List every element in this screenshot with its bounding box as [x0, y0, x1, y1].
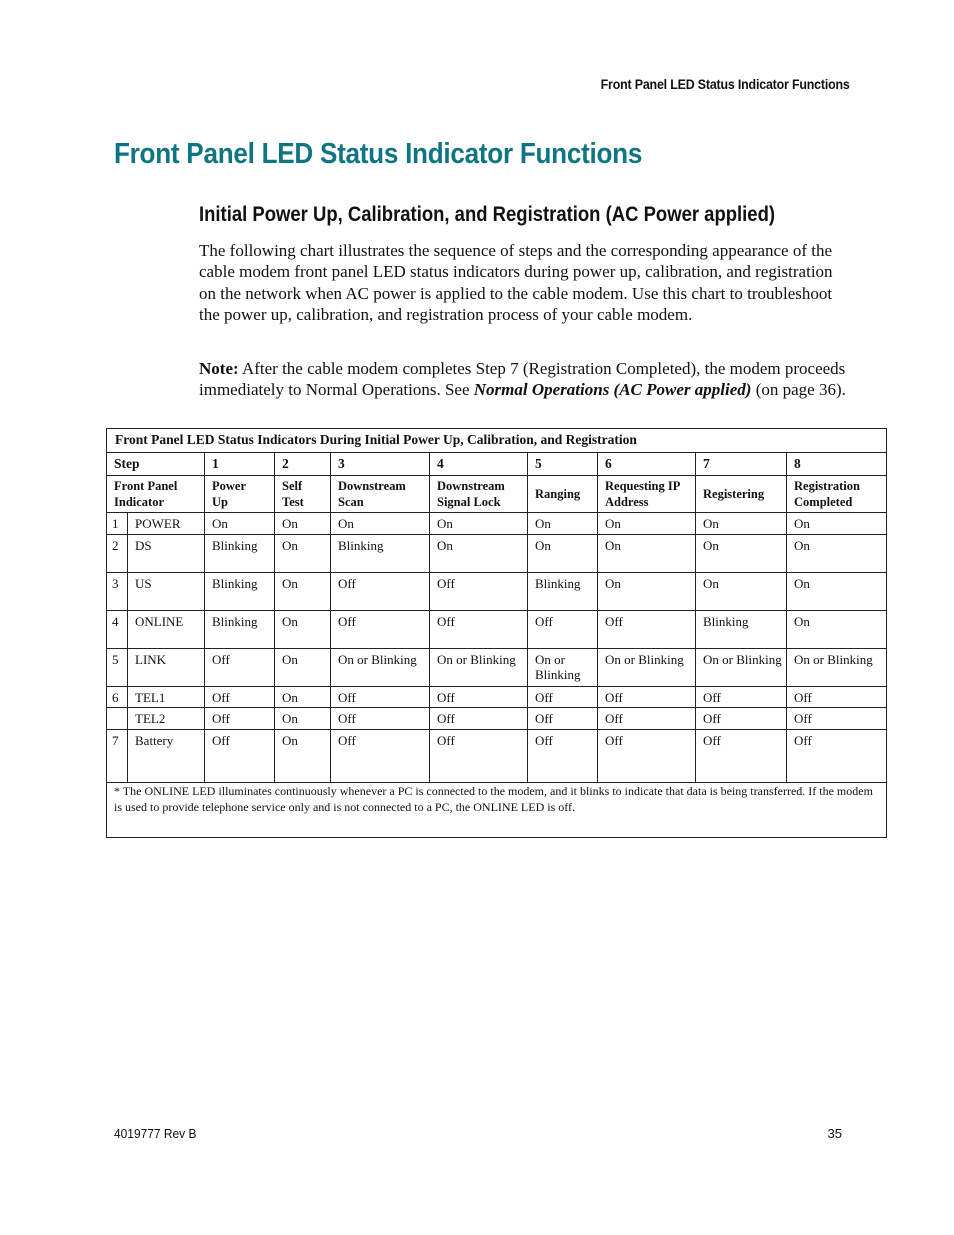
step-row	[107, 453, 887, 476]
led-state-cell: On	[275, 513, 331, 535]
table-row	[107, 686, 887, 708]
section-title: Initial Power Up, Calibration, and Registration (AC Power applied)	[199, 203, 776, 226]
header-line: Front Panel	[114, 479, 178, 493]
header-line: Test	[282, 494, 304, 509]
led-state-cell: On	[430, 513, 528, 535]
row-number: 3	[107, 572, 128, 610]
led-state-cell: On	[275, 534, 331, 572]
indicator-name: LINK	[128, 648, 205, 686]
indicator-name: ONLINE	[128, 610, 205, 648]
led-state-cell: Blinking	[528, 572, 598, 610]
header-line: Signal Lock	[437, 494, 501, 509]
led-state-cell: Off	[528, 708, 598, 730]
table-footnote: * The ONLINE LED illuminates continuously whenever a PC is connected to the modem, and it blinks to indicate that data is being transferred. If the modem is used to provide telephone service only and is not connected to a PC, the ONLINE LED is off.	[107, 782, 887, 837]
led-state-cell: Off	[787, 686, 887, 708]
led-state-cell: Off	[430, 729, 528, 782]
step-label: Step	[107, 453, 205, 476]
led-state-cell: On	[331, 513, 430, 535]
header-line: Address	[605, 494, 649, 509]
step-number: 7	[696, 453, 787, 476]
led-state-cell: Blinking	[331, 534, 430, 572]
led-state-cell: On	[275, 708, 331, 730]
led-state-cell: On or Blinking	[331, 648, 430, 686]
led-state-cell: Off	[787, 708, 887, 730]
header-line: Completed	[794, 494, 853, 509]
note-page-ref: (on page 36).	[751, 380, 846, 400]
indicator-name: TEL1	[128, 686, 205, 708]
header-line: Downstream	[437, 479, 505, 493]
led-state-cell: Off	[205, 686, 275, 708]
led-state-cell: Off	[430, 610, 528, 648]
led-state-cell: Off	[205, 729, 275, 782]
page-title: Front Panel LED Status Indicator Functions	[114, 138, 643, 170]
step-name-header	[598, 476, 696, 513]
led-state-cell: Off	[331, 729, 430, 782]
step-name-row	[107, 476, 887, 513]
led-state-cell: Off	[598, 708, 696, 730]
table-row	[107, 729, 887, 782]
led-state-cell: Off	[205, 708, 275, 730]
header-line: Downstream	[338, 479, 406, 493]
led-state-cell: Off	[696, 686, 787, 708]
table-row	[107, 708, 887, 730]
led-state-cell: On	[528, 534, 598, 572]
header-line: Ranging	[535, 486, 581, 501]
led-state-cell: Off	[430, 686, 528, 708]
header-line: Registering	[703, 486, 765, 501]
row-number: 5	[107, 648, 128, 686]
table-row	[107, 648, 887, 686]
led-state-cell: On	[205, 513, 275, 535]
led-state-cell: Off	[331, 708, 430, 730]
document-id: 4019777 Rev B	[114, 1126, 197, 1141]
step-number: 3	[331, 453, 430, 476]
note-text: After the cable modem completes Step 7 (Registration Completed), the modem proceeds immediately to Normal Operations. See	[199, 359, 846, 400]
page-number: 35	[827, 1126, 842, 1141]
header-line: Self	[282, 479, 303, 493]
led-state-cell: On or Blinking	[787, 648, 887, 686]
note-label: Note:	[199, 359, 239, 378]
led-state-cell: On	[275, 648, 331, 686]
led-state-cell: On or Blinking	[528, 648, 598, 686]
row-number: 7	[107, 729, 128, 782]
indicator-name: TEL2	[128, 708, 205, 730]
led-state-cell: On	[696, 534, 787, 572]
step-number: 6	[598, 453, 696, 476]
led-state-cell: Off	[331, 686, 430, 708]
led-state-cell: On	[696, 513, 787, 535]
step-number: 4	[430, 453, 528, 476]
step-number: 1	[205, 453, 275, 476]
led-state-cell: Off	[430, 572, 528, 610]
step-number: 8	[787, 453, 887, 476]
header-line: Requesting IP	[605, 479, 681, 493]
running-header: Front Panel LED Status Indicator Functions	[601, 77, 850, 92]
note-paragraph	[199, 358, 849, 401]
led-state-cell: Off	[430, 708, 528, 730]
led-state-cell: On	[598, 534, 696, 572]
led-state-cell: On or Blinking	[430, 648, 528, 686]
led-state-cell: On	[787, 513, 887, 535]
led-state-cell: Off	[696, 708, 787, 730]
table-row	[107, 513, 887, 535]
led-state-cell: On or Blinking	[696, 648, 787, 686]
led-state-cell: On	[275, 610, 331, 648]
table-row	[107, 534, 887, 572]
row-number: 2	[107, 534, 128, 572]
cross-reference-link[interactable]: Normal Operations (AC Power applied)	[473, 380, 752, 400]
step-name-header	[205, 476, 275, 513]
table-row	[107, 610, 887, 648]
row-number	[107, 708, 128, 730]
led-state-cell: On	[430, 534, 528, 572]
indicator-name: Battery	[128, 729, 205, 782]
led-state-cell: On	[787, 610, 887, 648]
header-line: Power	[212, 479, 247, 493]
led-state-cell: On	[275, 572, 331, 610]
header-line: Registration	[794, 479, 860, 493]
led-state-cell: Off	[696, 729, 787, 782]
led-state-cell: Blinking	[205, 534, 275, 572]
led-state-cell: Off	[787, 729, 887, 782]
intro-paragraph: The following chart illustrates the sequence of steps and the corresponding appearance of the cable modem front panel LED status indicators during power up, calibration, and registration on the network when AC power is applied to the cable modem. Use this chart to troubleshoot the power up, calibration, and registration process of your cable modem.	[199, 241, 833, 324]
step-name-header	[430, 476, 528, 513]
led-state-cell: On or Blinking	[598, 648, 696, 686]
step-number: 5	[528, 453, 598, 476]
indicator-name: US	[128, 572, 205, 610]
step-name-header	[275, 476, 331, 513]
led-state-cell: Off	[331, 610, 430, 648]
led-state-cell: On	[598, 572, 696, 610]
led-state-cell: Off	[331, 572, 430, 610]
step-name-header	[696, 476, 787, 513]
indicator-name: DS	[128, 534, 205, 572]
led-status-table	[106, 428, 887, 838]
row-number: 4	[107, 610, 128, 648]
led-state-cell: On	[275, 686, 331, 708]
led-state-cell: Off	[205, 648, 275, 686]
led-state-cell: On	[787, 534, 887, 572]
step-number: 2	[275, 453, 331, 476]
led-state-cell: On	[598, 513, 696, 535]
table-caption: Front Panel LED Status Indicators During Initial Power Up, Calibration, and Registration	[107, 429, 887, 453]
step-name-header	[787, 476, 887, 513]
step-name-header	[331, 476, 430, 513]
indicator-name: POWER	[128, 513, 205, 535]
led-state-cell: Blinking	[205, 610, 275, 648]
indicator-column-header	[107, 476, 205, 513]
led-state-cell: Off	[598, 686, 696, 708]
led-state-cell: Blinking	[696, 610, 787, 648]
row-number: 1	[107, 513, 128, 535]
step-name-header	[528, 476, 598, 513]
footnote-row	[107, 782, 887, 837]
table-row	[107, 572, 887, 610]
led-state-cell: Off	[598, 610, 696, 648]
header-line: Indicator	[114, 494, 164, 509]
row-number: 6	[107, 686, 128, 708]
led-state-cell: On	[696, 572, 787, 610]
led-state-cell: Off	[528, 610, 598, 648]
led-state-cell: On	[787, 572, 887, 610]
header-line: Up	[212, 494, 228, 509]
led-state-cell: On	[275, 729, 331, 782]
led-state-cell: Off	[528, 686, 598, 708]
led-state-cell: Blinking	[205, 572, 275, 610]
led-state-cell: Off	[528, 729, 598, 782]
led-state-cell: Off	[598, 729, 696, 782]
led-state-cell: On	[528, 513, 598, 535]
header-line: Scan	[338, 494, 364, 509]
